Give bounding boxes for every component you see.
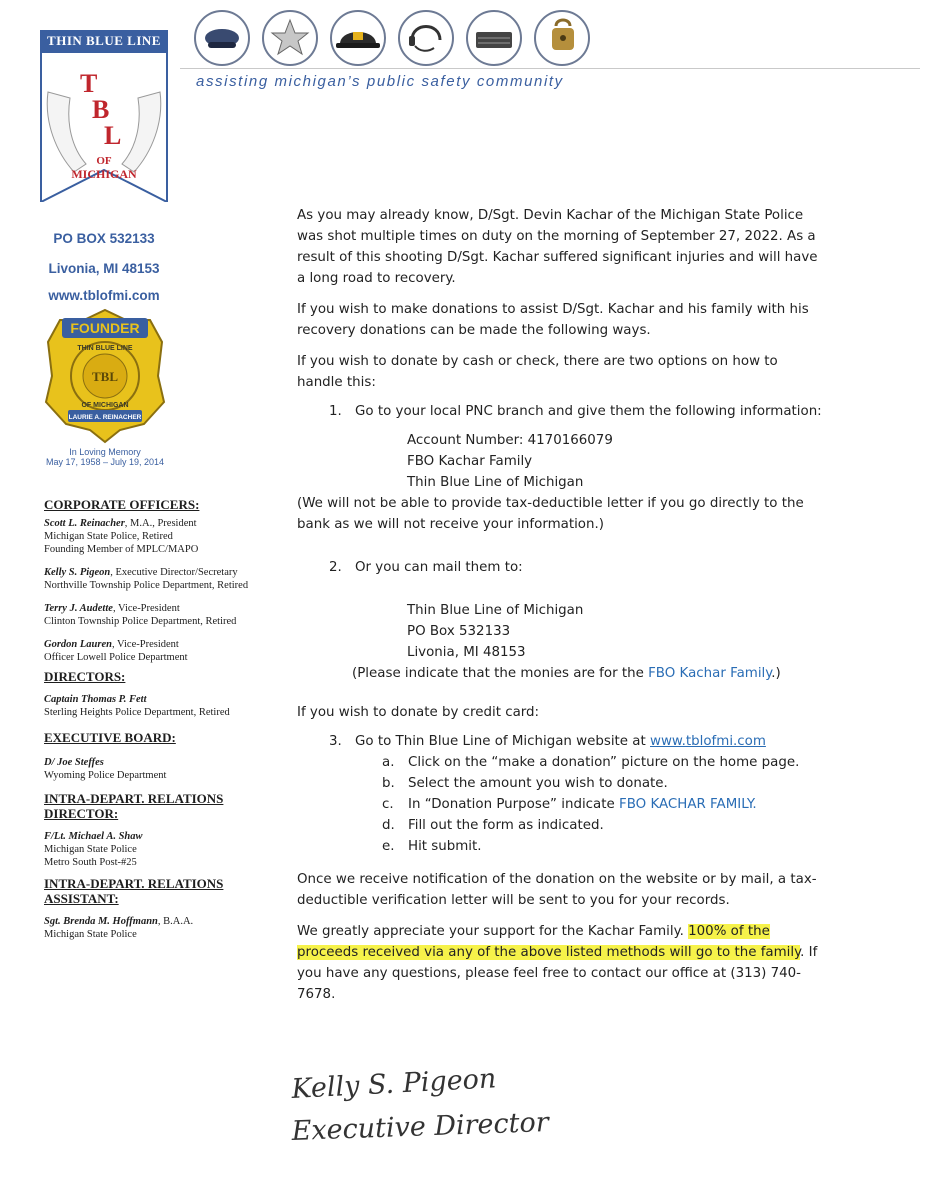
sub-letter: b. bbox=[382, 776, 395, 791]
section-heading-relations-assistant: INTRA-DEPART. RELATIONS ASSISTANT: bbox=[44, 876, 224, 906]
officer-line: Metro South Post-#25 bbox=[44, 857, 137, 868]
paragraph-credit-card: If you wish to donate by credit card: bbox=[297, 705, 540, 720]
list-item-text: Or you can mail them to: bbox=[355, 560, 523, 575]
officer-line: Northville Township Police Department, Retired bbox=[44, 580, 249, 591]
badge-founder-text: FOUNDER bbox=[70, 320, 140, 336]
tbl-logo bbox=[40, 52, 168, 202]
firefighter-helmet-icon bbox=[331, 11, 385, 65]
closing-text: We greatly appreciate your support for the Kachar Family. bbox=[297, 924, 689, 939]
note-tax-deductible: (We will not be able to provide tax-deductible letter if you go directly to the bank as we will not receive your information.) bbox=[297, 496, 804, 532]
officer-title: , B.A.A. bbox=[157, 916, 194, 927]
officer-name: Kelly S. Pigeon bbox=[44, 567, 111, 578]
officer-name: Sgt. Brenda M. Hoffmann bbox=[44, 916, 158, 927]
logo-letter-b: B bbox=[92, 95, 110, 124]
account-fbo: FBO Kachar Family bbox=[407, 454, 533, 469]
list-number: 2. bbox=[329, 560, 342, 575]
officer-line: Sterling Heights Police Department, Retired bbox=[44, 707, 230, 718]
officer-name: Terry J. Audette bbox=[44, 603, 113, 614]
account-number: Account Number: 4170166079 bbox=[407, 433, 613, 448]
officer-title: , Vice-President bbox=[112, 603, 180, 614]
officer-line: Michigan State Police, Retired bbox=[44, 531, 173, 542]
sub-text: Fill out the form as indicated. bbox=[408, 818, 604, 833]
list-number: 3. bbox=[329, 734, 342, 749]
mail-line: PO Box 532133 bbox=[407, 624, 511, 639]
list-item-text: Go to your local PNC branch and give them the following information: bbox=[355, 404, 822, 419]
memorial-line2: May 17, 1958 – July 19, 2014 bbox=[45, 457, 165, 467]
officer-line: Wyoming Police Department bbox=[44, 770, 167, 781]
mail-line: Livonia, MI 48153 bbox=[407, 645, 526, 660]
section-heading-directors: DIRECTORS: bbox=[44, 669, 126, 684]
po-box: PO BOX 532133 bbox=[53, 231, 155, 246]
sub-item-d bbox=[297, 815, 822, 836]
memorial-line1: In Loving Memory bbox=[69, 447, 141, 457]
note-text: (Please indicate that the monies are for the bbox=[352, 666, 649, 681]
keyboard-icon bbox=[467, 11, 521, 65]
logo-letter-l: L bbox=[104, 121, 122, 150]
section-heading-executive-board: EXECUTIVE BOARD: bbox=[44, 730, 176, 745]
letter-body bbox=[297, 205, 822, 1005]
sub-item-b bbox=[297, 773, 822, 794]
officer-name: F/Lt. Michael A. Shaw bbox=[44, 831, 143, 842]
tagline: assisting michigan’s public safety community bbox=[196, 73, 564, 90]
list-number: 1. bbox=[329, 404, 342, 419]
sub-item-e bbox=[297, 836, 822, 857]
note-text-end: .) bbox=[771, 666, 781, 681]
corrections-keys-icon bbox=[535, 11, 589, 65]
signature-name: Kelly S. Pigeon bbox=[290, 1063, 498, 1105]
list-item-1 bbox=[297, 401, 822, 422]
sub-letter: a. bbox=[382, 755, 395, 770]
sub-text: Select the amount you wish to donate. bbox=[408, 776, 668, 791]
header-rule bbox=[180, 68, 920, 69]
police-cap-icon bbox=[195, 11, 249, 65]
sub-letter: e. bbox=[382, 839, 395, 854]
paragraph-intro: As you may already know, D/Sgt. Devin Kachar of the Michigan State Police was shot multiple times on duty on the morning of September 27, 2022. As a result of this shooting D/Sgt. Kachar suffered significant injuries and will have a long road to recovery. bbox=[297, 208, 818, 286]
officer-line: Officer Lowell Police Department bbox=[44, 652, 188, 663]
website-link[interactable]: www.tblofmi.com bbox=[48, 288, 160, 303]
officer-name: Gordon Lauren bbox=[44, 639, 112, 650]
officer-line: Clinton Township Police Department, Retired bbox=[44, 616, 237, 627]
list-item-2 bbox=[297, 557, 822, 578]
sub-letter: d. bbox=[382, 818, 395, 833]
officer-line: Michigan State Police bbox=[44, 929, 137, 940]
city-address: Livonia, MI 48153 bbox=[48, 261, 160, 276]
mail-line: Thin Blue Line of Michigan bbox=[407, 603, 584, 618]
paragraph-cash-check: If you wish to donate by cash or check, there are two options on how to handle this: bbox=[297, 354, 778, 390]
officers-sidebar bbox=[44, 497, 276, 941]
officer-name: Captain Thomas P. Fett bbox=[44, 694, 147, 705]
account-org: Thin Blue Line of Michigan bbox=[407, 475, 584, 490]
badge-ribbon: LAURIE A. REINACHER bbox=[68, 414, 142, 421]
officer-name: Scott L. Reinacher bbox=[44, 518, 125, 529]
icon-row bbox=[190, 8, 610, 68]
badge-ring-bottom: OF MICHIGAN bbox=[81, 402, 129, 409]
banner-sub: OF bbox=[96, 155, 112, 167]
banner-title: THIN BLUE LINE bbox=[40, 30, 168, 52]
officer-title: , Executive Director/Secretary bbox=[110, 567, 238, 578]
note-fbo bbox=[297, 663, 822, 684]
signature-title: Executive Director bbox=[291, 1107, 550, 1147]
sheriff-star-icon bbox=[263, 11, 317, 65]
officer-title: , M.A., President bbox=[124, 518, 197, 529]
section-heading-corporate-officers: CORPORATE OFFICERS: bbox=[44, 497, 200, 512]
section-heading-relations-director: INTRA-DEPART. RELATIONS DIRECTOR: bbox=[44, 791, 224, 821]
badge-center-letters: TBL bbox=[91, 369, 119, 384]
sub-text: Hit submit. bbox=[408, 839, 482, 854]
officer-line: Founding Member of MPLC/MAPO bbox=[44, 544, 199, 555]
logo-letter-t: T bbox=[80, 69, 98, 98]
sub-text: Click on the “make a donation” picture on the home page. bbox=[408, 755, 800, 770]
sub-text: In “Donation Purpose” indicate bbox=[408, 797, 619, 812]
sub-item-c bbox=[297, 794, 822, 815]
headset-icon bbox=[399, 11, 453, 65]
banner-sub2: MICHIGAN bbox=[71, 167, 137, 181]
paragraph-donations: If you wish to make donations to assist D/Sgt. Kachar and his family with his recovery donations can be made the following ways. bbox=[297, 302, 809, 338]
closing-contact: . If you have any questions, please feel free to contact our office at (313) 740-7678. bbox=[297, 945, 818, 1002]
officer-title: , Vice-President bbox=[111, 639, 179, 650]
sub-letter: c. bbox=[382, 797, 394, 812]
founder-badge bbox=[40, 306, 170, 446]
signature bbox=[286, 1058, 616, 1158]
sub-item-a bbox=[297, 752, 822, 773]
note-fbo-highlight: FBO Kachar Family bbox=[648, 666, 772, 681]
sub-text-fbo: FBO KACHAR FAMILY. bbox=[619, 797, 757, 812]
highlighted-proceeds-text: 100% of the proceeds received via any of the above listed methods will go to the family bbox=[297, 924, 801, 960]
memorial-note bbox=[30, 447, 180, 467]
list-item-3 bbox=[297, 731, 822, 752]
website-link-inline[interactable]: www.tblofmi.com bbox=[650, 734, 766, 749]
paragraph-verification: Once we receive notification of the donation on the website or by mail, a tax-deductible verification letter will be sent to you for your records. bbox=[297, 872, 817, 908]
officer-name: D/ Joe Steffes bbox=[44, 757, 104, 768]
paragraph-closing bbox=[297, 921, 822, 1005]
badge-ring-top: THIN BLUE LINE bbox=[77, 345, 133, 352]
list-item-text: Go to Thin Blue Line of Michigan website at bbox=[355, 734, 651, 749]
officer-line: Michigan State Police bbox=[44, 844, 137, 855]
